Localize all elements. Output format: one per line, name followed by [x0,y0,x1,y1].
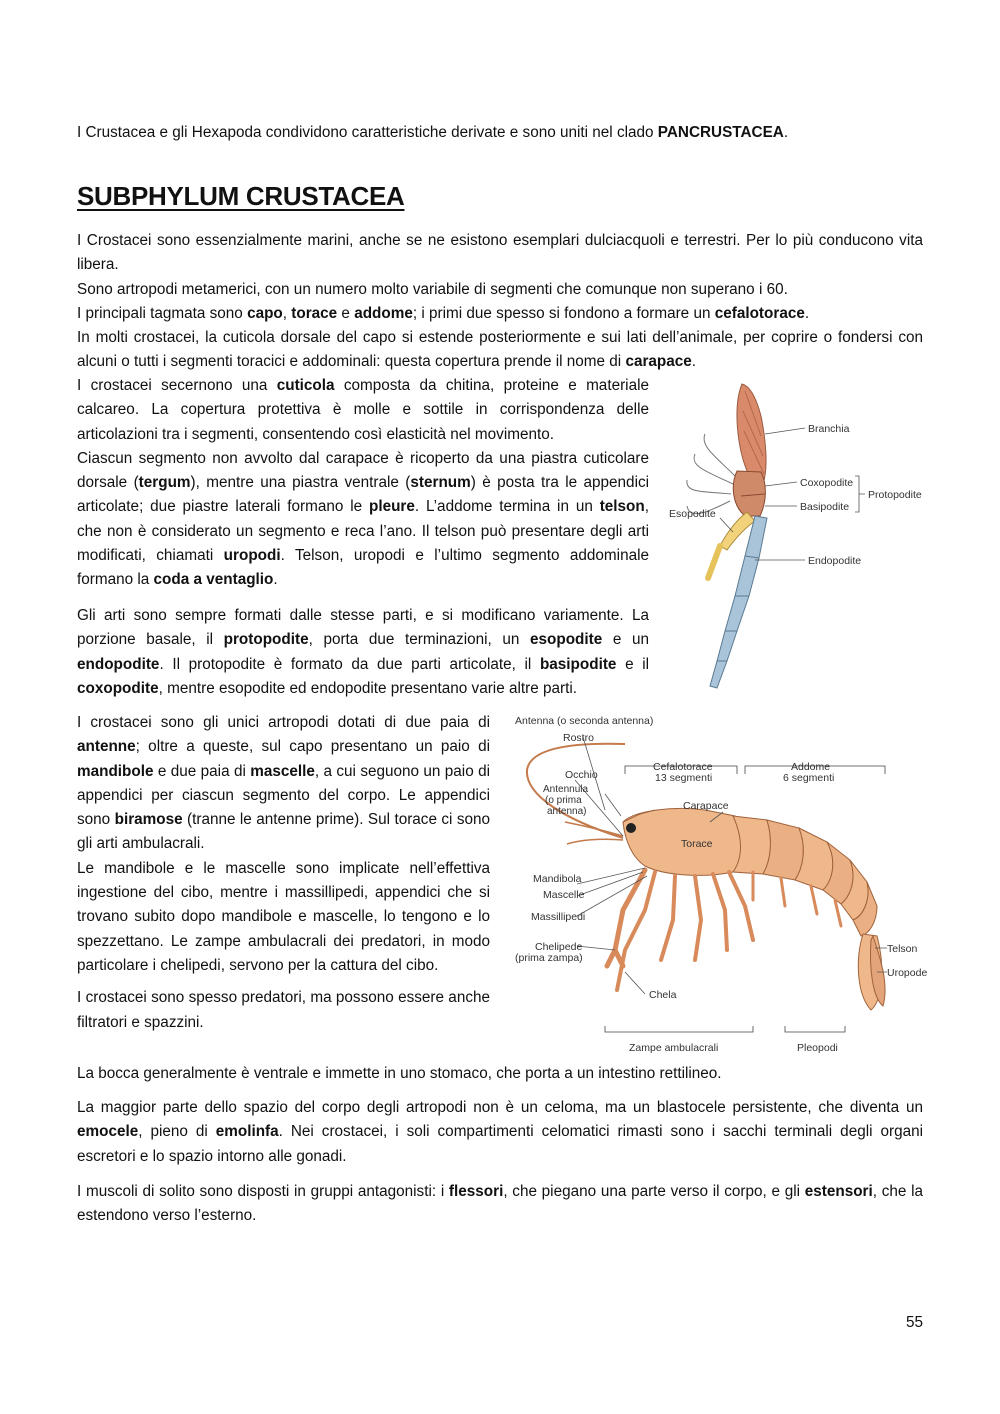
label-zampe-ambulacrali: Zampe ambulacrali [629,1042,719,1054]
paragraph-bocca: La bocca generalmente è ventrale e immette in uno stomaco, che porta a un intestino rettilineo. [77,1065,722,1082]
label-uropode: Uropode [887,967,928,979]
walking-legs [617,872,753,990]
label-occhio: Occhio [565,769,598,781]
label-addome-2: 6 segmenti [783,772,835,784]
label-torace: Torace [681,838,713,850]
label-basipodite: Basipodite [800,501,850,513]
page-number: 55 [905,1314,923,1331]
protopodite-shape [733,471,765,516]
label-carapace: Carapace [683,800,729,812]
label-protopodite: Protopodite [868,489,922,501]
label-chela: Chela [649,989,677,1001]
intro-paragraph: I Crustacea e gli Hexapoda condividono caratteristiche derivate e sono uniti nel clado PANCRUSTACEA. [77,124,789,141]
paragraph-overview: I Crostacei sono essenzialmente marini, anche se ne esistono esemplari dulciacquoli e terrestri. Per lo più conducono vita libera. Sono artropodi metamerici, con un numero molto variabile di segmenti che comunque non superano i 60. I principali tagmata sono capo, torace e addome; i primi due spesso si fondono a formare un cefalotorace. In molti crostacei, la cuticola dorsale del capo si estende posteriormente e sui lati dell’animale, per coprire o fondersi con alcuni o tutti i segmenti toracici e addominali: questa copertura prende il nome di carapace. [77,232,923,371]
label-mandibola: Mandibola [533,873,582,885]
label-cefalotorace-2: 13 segmenti [655,772,713,784]
label-chelipede-2: (prima zampa) [515,952,583,964]
label-antennula-3: antenna) [547,806,587,817]
label-massillipedi: Massillipedi [531,911,586,923]
section-title: SUBPHYLUM CRUSTACEA [77,181,405,211]
paragraph-emocele: La maggior parte dello spazio del corpo degli artropodi non è un celoma, ma un blastocele persistente, che diventa un emocele, pieno di emolinfa. Nei crostacei, i soli compartimenti celomatici rimasti sono i sacchi terminali degli organi escretori e lo spazio intorno alle gonadi. [77,1099,923,1165]
label-endopodite: Endopodite [808,555,862,567]
endopodite-shape [710,516,767,688]
label-antenna: Antenna (o seconda antenna) [515,715,654,727]
label-coxopodite: Coxopodite [800,477,854,489]
label-esopodite: Esopodite [669,508,716,520]
label-addome-1: Addome [791,761,831,773]
label-mascelle: Mascelle [543,889,585,901]
label-telson: Telson [887,943,918,955]
label-pleopodi: Pleopodi [797,1042,838,1054]
paragraph-antenne: I crostacei sono gli unici artropodi dotati di due paia di antenne; oltre a queste, sul capo presentano un paio di mandibole e due paia di mascelle, a cui seguono un paio di appendici per ciascun segmento del corpo. Le appendici sono biramose (tranne le antenne prime). Sul torace ci sono gli arti ambulacrali. Le mandibole e le mascelle sono implicate nell’effettiva ingestione del cibo, mentre i massillipedi, appendici che si trovano subito dopo mandibole e mascelle, lo tengono e lo spezzettano. Le zampe ambulacrali dei predatori, in modo particolare i chelipedi, servono per la cattura del cibo. I crostacei sono spesso predatori, ma possono essere anche filtratori e spazzini. [77,714,491,1031]
label-chelipede-1: Chelipede [535,941,583,953]
label-antennula-1: Antennula [543,784,589,795]
label-rostro: Rostro [563,732,594,744]
label-antennula-2: (o prima [545,795,582,806]
paragraph-cuticola: I crostacei secernono una cuticola composta da chitina, proteine e materiale calcareo. La copertura protettiva è molle e sottile in corrispondenza delle articolazioni tra i segmenti, consentendo così elasticità nel movimento. Ciascun segmento non avvolto dal carapace è ricoperto da una piastra cuticolare dorsale (tergum), mentre una piastra ventrale (sternum) è posta tra le appendici articolate; due piastre laterali formano le pleure. L’addome termina in un telson, che non è considerato un segmento e reca l’ano. Il telson può presentare degli arti modificati, chiamati uropodi. Telson, uropodi e l’ultimo segmento addominale formano la coda a ventaglio. [77,377,650,589]
label-branchia: Branchia [808,423,850,435]
paragraph-muscoli: I muscoli di solito sono disposti in gruppi antagonisti: i flessori, che piegano una parte verso il corpo, e gli estensori, che la estendono verso l’esterno. [77,1183,923,1225]
paragraph-arti: Gli arti sono sempre formati dalle stesse parti, e si modificano variamente. La porzione basale, il protopodite, porta due terminazioni, un esopodite e un endopodite. Il protopodite è formato da due parti articolate, il basipodite e il coxopodite, mentre esopodite ed endopodite presentano varie altre parti. [77,607,649,697]
page [77,0,923,1414]
setae-shape [687,434,735,514]
shrimp-diagram [505,710,930,1060]
limb-diagram [665,376,930,701]
label-cefalotorace-1: Cefalotorace [653,761,713,773]
eye-shape [626,823,636,833]
